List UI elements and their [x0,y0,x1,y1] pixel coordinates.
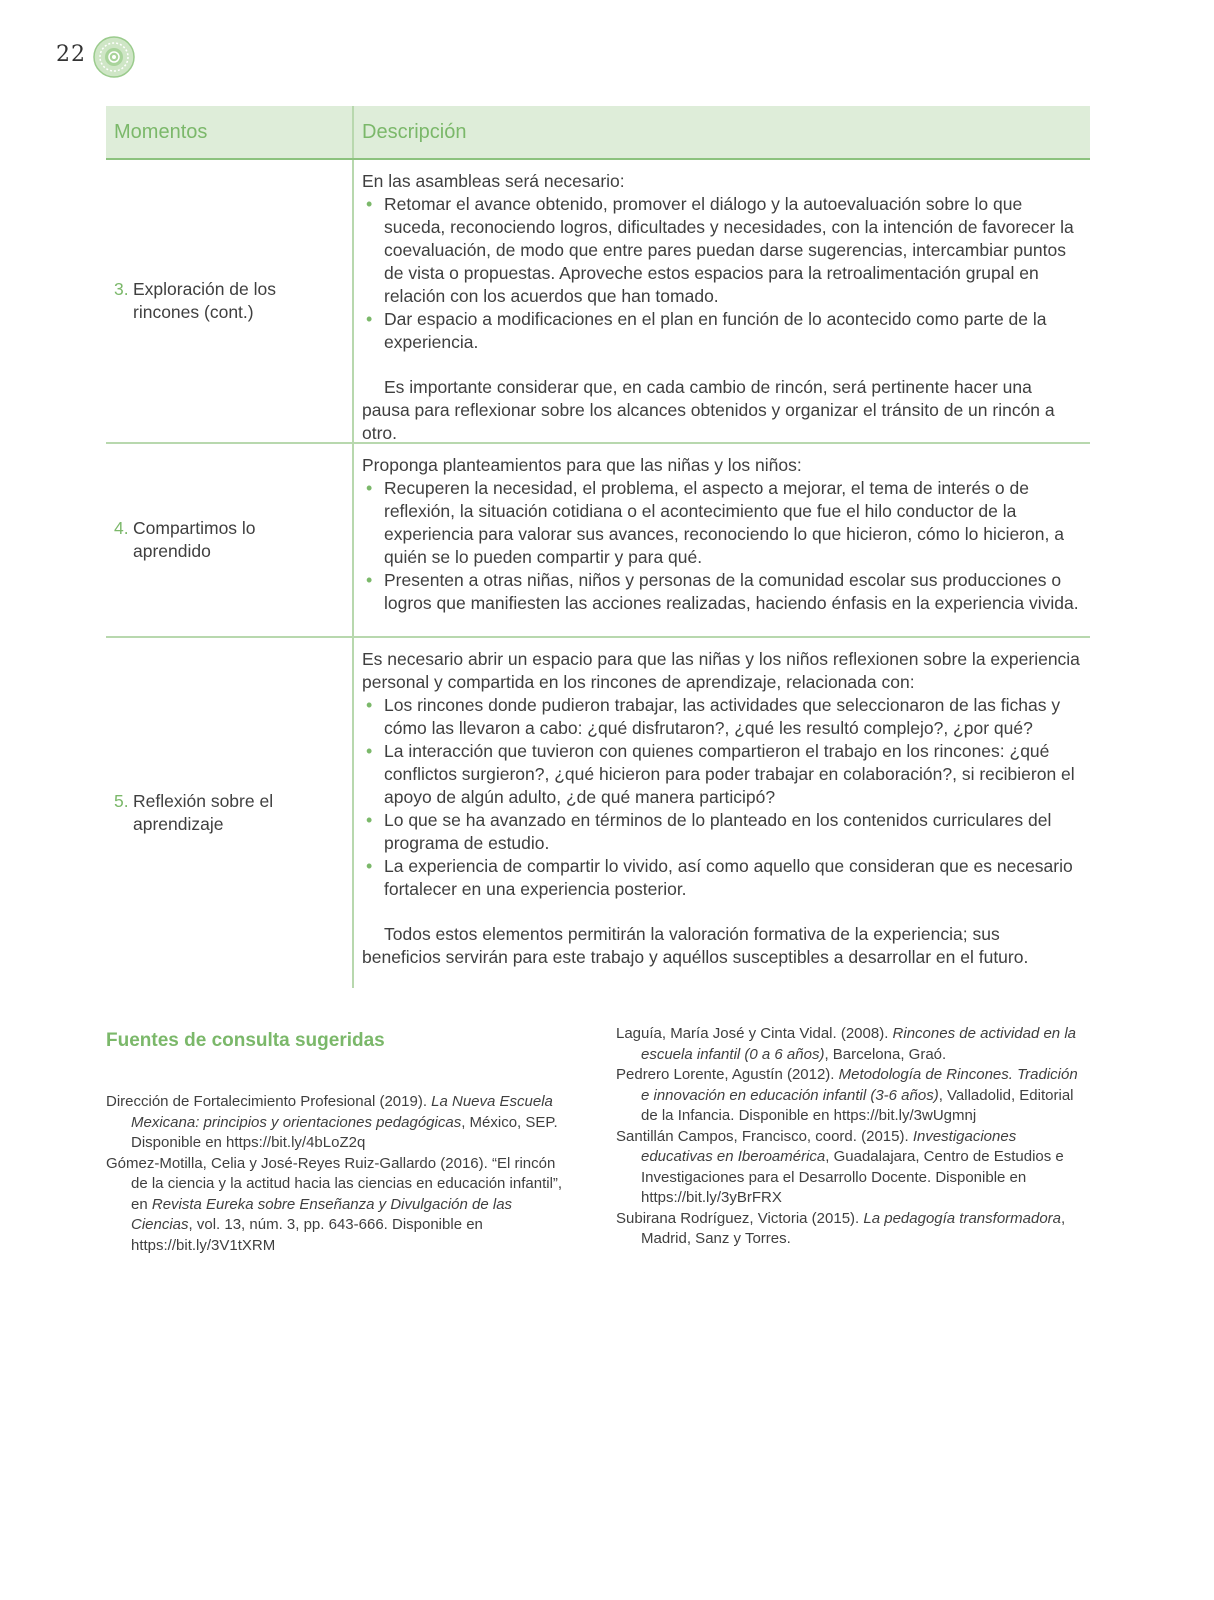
table-header [106,106,1090,160]
table-row [106,638,1090,988]
sources-column-left [106,1092,576,1256]
description-list [362,193,1082,354]
header-moments: Momentos [106,106,354,158]
reference-entry: Subirana Rodríguez, Victoria (2015). La pedagogía transformadora, Madrid, Sanz y Torres. [616,1209,1066,1247]
circular-emblem-logo [92,35,136,79]
moment-cell [106,160,354,442]
table-row [106,444,1090,638]
moment-cell [106,444,354,636]
moments-table [106,106,1090,988]
description-intro: Es necesario abrir un espacio para que las niñas y los niños reflexionen sobre la experiencia personal y compartida en los rincones de aprendizaje, relacionada con: [362,649,1080,692]
moment-number: 3. [114,279,129,299]
description-cell [354,444,1090,636]
header-description: Descripción [362,120,467,143]
reference-entry: Dirección de Fortalecimiento Profesional (2019). La Nueva Escuela Mexicana: principios y orientaciones pedagógicas, México, SEP. Disponible en https://bit.ly/4bLoZ2q [106,1093,558,1151]
description-cell [354,160,1090,442]
reference-entry: Laguía, María José y Cinta Vidal. (2008). Rincones de actividad en la escuela infantil (0 a 6 años), Barcelona, Graó. [616,1025,1076,1063]
page-number: 22 [56,42,86,67]
list-item: • Retomar el avance obtenido, promover el diálogo y la autoevaluación sobre lo que suceda, reconociendo logros, dificultades y necesidades, con la intención de favorecer la coevaluación, de modo que entre pares puedan darse sugerencias, intercambiar puntos de vista o propuestas. Aproveche estos espacios para la retroalimentación grupal en relación con los acuerdos que han tomado. [362,193,1082,308]
description-list [362,477,1082,615]
list-item: • Los rincones donde pudieron trabajar, las actividades que seleccionaron de las fichas y cómo las llevaron a cabo: ¿qué disfrutaron?, ¿qué les resultó complejo?, ¿por qué? [362,694,1082,740]
list-item: • Recuperen la necesidad, el problema, el aspecto a mejorar, el tema de interés o de reflexión, la situación cotidiana o el acontecimiento que fue el hilo conductor de la experiencia para valorar sus avances, reconociendo lo que hicieron, cómo lo hicieron, a quién se lo pueden compartir y para qué. [362,477,1082,569]
sources-column-right [616,1024,1090,1250]
list-item: • La experiencia de compartir lo vivido, así como aquello que consideran que es necesario fortalecer en una experiencia posterior. [362,855,1082,901]
list-item: • Lo que se ha avanzado en términos de lo planteado en los contenidos curriculares del programa de estudio. [362,809,1082,855]
reference-entry: Gómez-Motilla, Celia y José-Reyes Ruiz-Gallardo (2016). “El rincón de la ciencia y la actitud hacia las ciencias en educación infantil”, en Revista Eureka sobre Enseñanza y Divulgación de las Ciencias, vol. 13, núm. 3, pp. 643-666. Disponible en https://bit.ly/3V1tXRM [106,1154,563,1254]
description-cell [354,638,1090,988]
moment-number: 4. [114,518,129,538]
list-item: • Dar espacio a modificaciones en el plan en función de lo acontecido como parte de la experiencia. [362,308,1082,354]
moment-label: Compartimos lo aprendido [133,518,256,561]
description-list [362,694,1082,901]
description-intro: En las asambleas será necesario: [362,171,625,191]
list-item: • La interacción que tuvieron con quienes compartieron el trabajo en los rincones: ¿qué conflictos surgieron?, ¿qué hicieron para poder trabajar en colaboración?, si recibieron el apoyo de algún adulto, ¿de qué manera participó? [362,740,1082,809]
moment-label: Exploración de los rincones (cont.) [133,279,276,322]
moment-number: 5. [114,791,129,811]
list-item: • Presenten a otras niñas, niños y personas de la comunidad escolar sus producciones o logros que manifiesten las acciones realizadas, haciendo énfasis en la experiencia vivida. [362,569,1082,615]
description-closing: Todos estos elementos permitirán la valoración formativa de la experiencia; sus beneficios servirán para este trabajo y aquéllos susceptibles a desarrollar en el futuro. [362,924,1029,967]
table-row [106,160,1090,444]
reference-entry: Santillán Campos, Francisco, coord. (2015). Investigaciones educativas en Iberoamérica, Guadalajara, Centro de Estudios e Investigaciones para el Desarrollo Docente. Disponible en https://bit.ly/3yBrFRX [616,1127,1064,1206]
description-intro: Proponga planteamientos para que las niñas y los niños: [362,455,802,475]
sources-title: Fuentes de consulta sugeridas [106,1030,385,1051]
moment-label: Reflexión sobre el aprendizaje [133,791,274,834]
moment-cell [106,638,354,988]
description-closing: Es importante considerar que, en cada cambio de rincón, será pertinente hacer una pausa para reflexionar sobre los alcances obtenidos y organizar el tránsito de un rincón a otro. [362,377,1055,443]
reference-entry: Pedrero Lorente, Agustín (2012). Metodología de Rincones. Tradición e innovación en educación infantil (3-6 años), Valladolid, Editorial de la Infancia. Disponible en https://bit.ly/3wUgmnj [616,1066,1078,1124]
